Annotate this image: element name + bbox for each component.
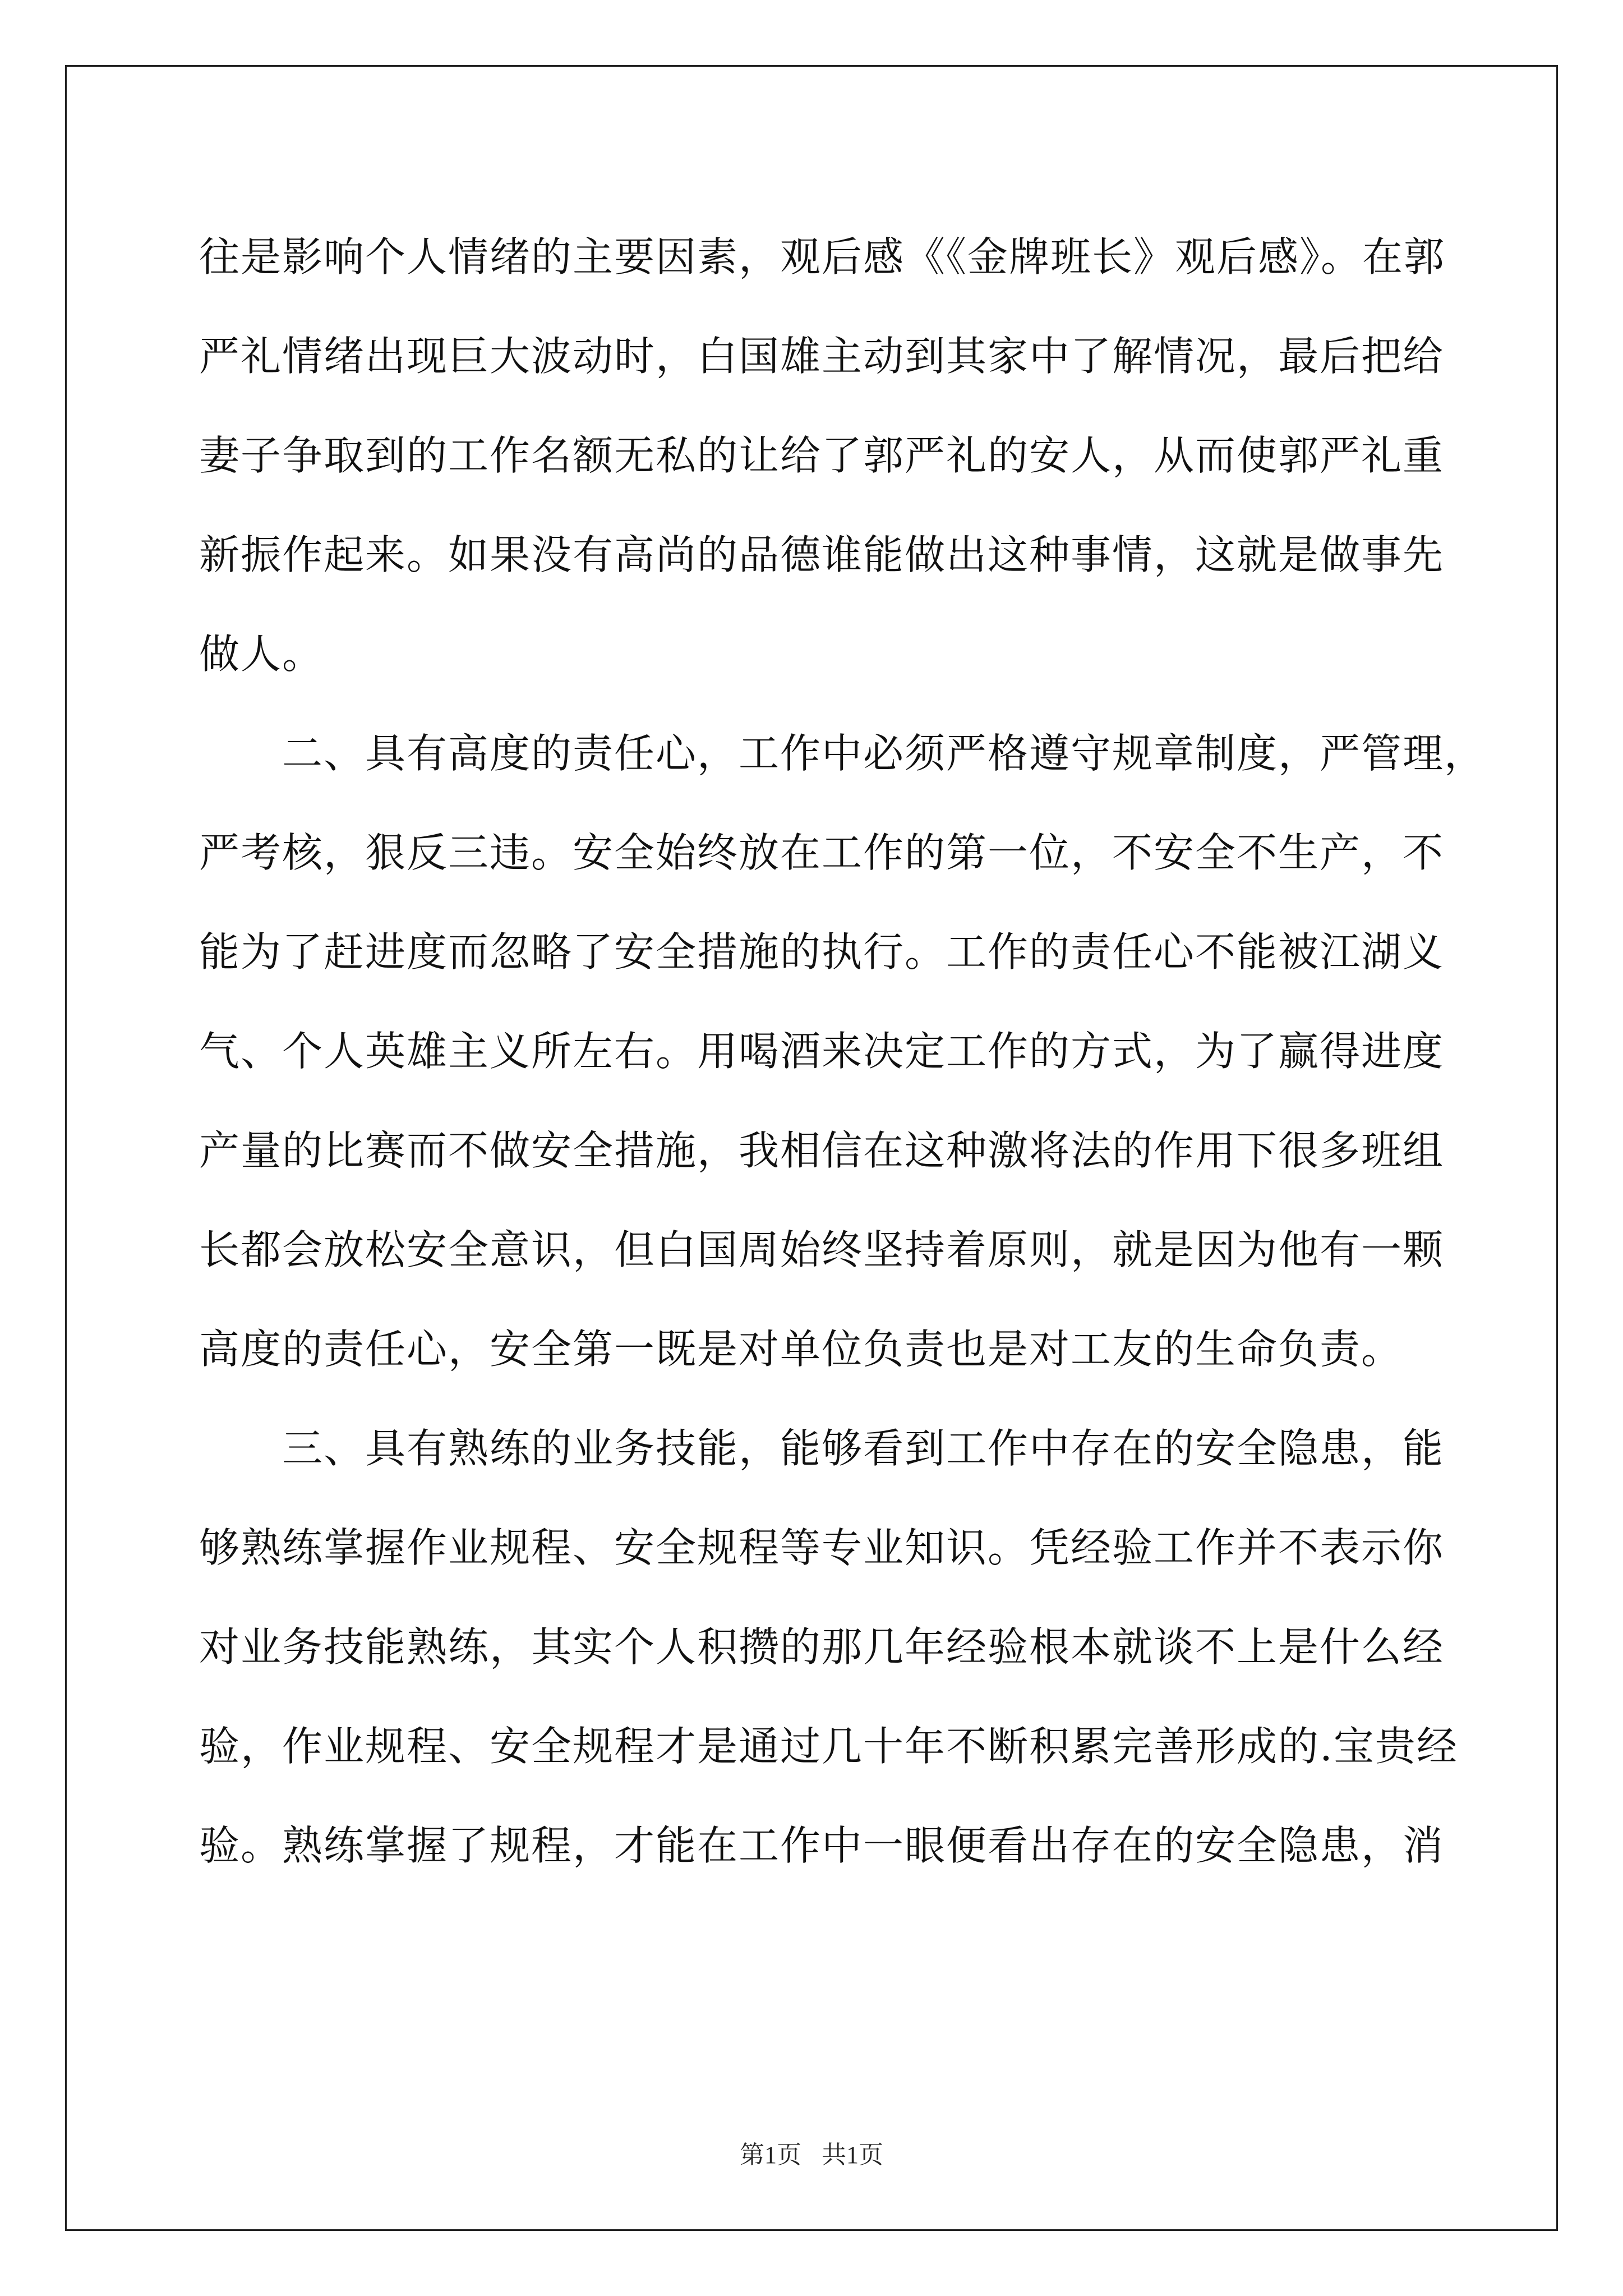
text-line: 长都会放松安全意识，但白国周始终坚持着原则，就是因为他有一颗	[199, 1226, 1445, 1273]
page-total: 共1页	[822, 2141, 883, 2169]
text-line: 够熟练掌握作业规程、安全规程等专业知识。凭经验工作并不表示你	[199, 1524, 1445, 1571]
text-line: 能为了赶进度而忽略了安全措施的执行。工作的责任心不能被江湖义	[199, 928, 1445, 976]
text-line: 气、个人英雄主义所左右。用喝酒来决定工作的方式，为了赢得进度	[199, 1028, 1445, 1075]
text-line: 严礼情绪出现巨大波动时，白国雄主动到其家中了解情况，最后把给	[199, 333, 1445, 380]
page-footer	[0, 2134, 1623, 2170]
text-line: 二、具有高度的责任心，工作中必须严格遵守规章制度，严管理，	[199, 730, 1486, 777]
text-line: 往是影响个人情绪的主要因素，观后感《《金牌班长》观后感》。在郭	[199, 233, 1446, 280]
page-number: 第1页	[740, 2141, 801, 2169]
text-line: 验。熟练掌握了规程，才能在工作中一眼便看出存在的安全隐患，消	[199, 1822, 1445, 1869]
text-line: 严考核，狠反三违。安全始终放在工作的第一位，不安全不生产，不	[199, 829, 1445, 876]
text-line: 三、具有熟练的业务技能，能够看到工作中存在的安全隐患，能	[199, 1425, 1445, 1472]
text-line: 产量的比赛而不做安全措施，我相信在这种激将法的作用下很多班组	[199, 1127, 1445, 1174]
document-body	[199, 208, 1486, 1895]
text-line: 做人。	[199, 631, 324, 678]
text-line: 高度的责任心，安全第一既是对单位负责也是对工友的生命负责。	[199, 1326, 1403, 1373]
text-line: 妻子争取到的工作名额无私的让给了郭严礼的安人，从而使郭严礼重	[199, 432, 1445, 479]
text-line: 新振作起来。如果没有高尚的品德谁能做出这种事情，这就是做事先	[199, 531, 1445, 578]
text-line: 验，作业规程、安全规程才是通过几十年不断积累完善形成的.宝贵经	[199, 1723, 1458, 1770]
text-line: 对业务技能熟练，其实个人积攒的那几年经验根本就谈不上是什么经	[199, 1623, 1445, 1671]
